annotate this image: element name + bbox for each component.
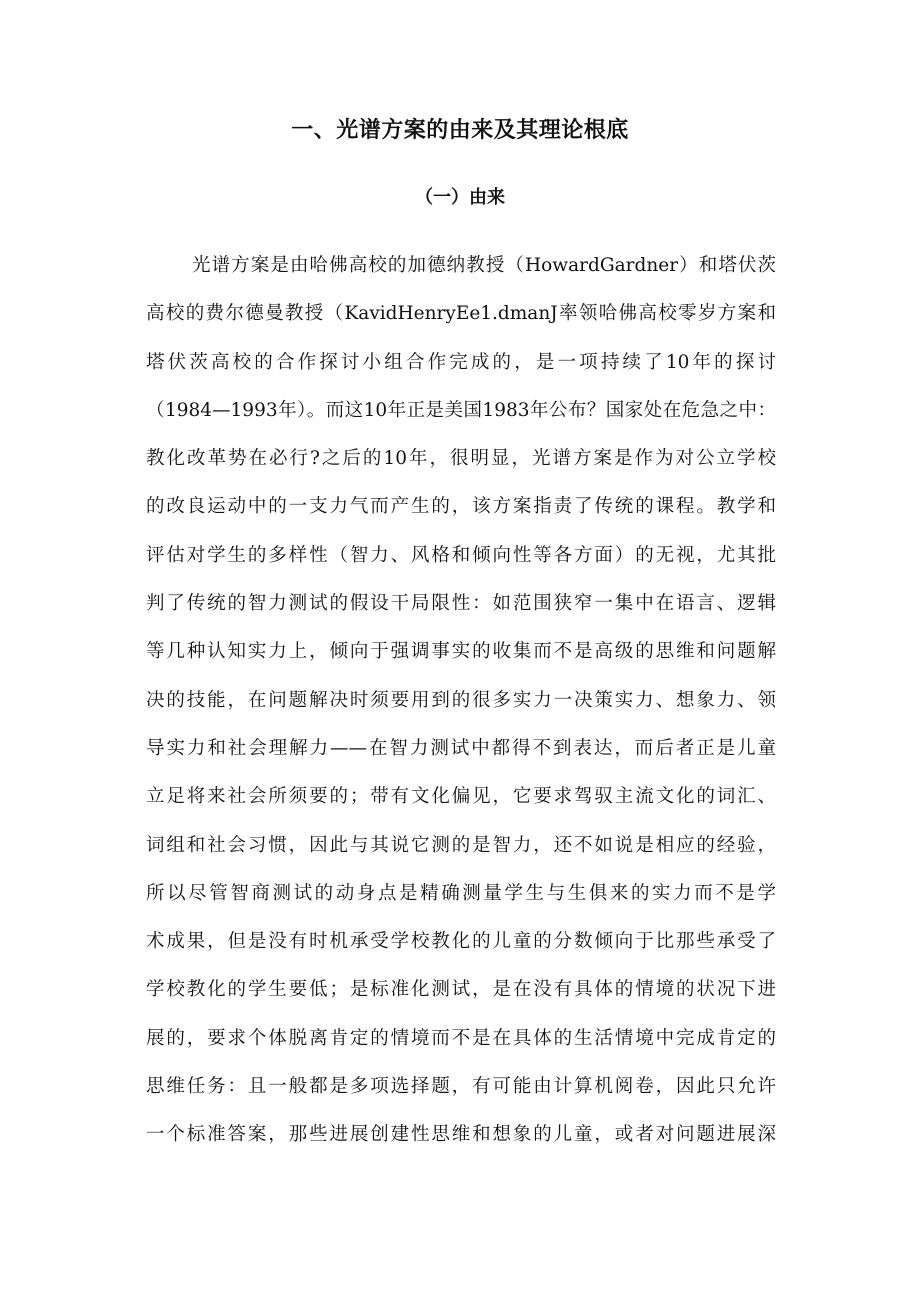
paragraph-line: 所以尽管智商测试的动身点是精确测量学生与生俱来的实力而不是学 — [146, 882, 776, 904]
paragraph-line: 评估对学生的多样性（智力、风格和倾向性等各方面）的无视，尤其批 — [146, 544, 776, 566]
paragraph-line: 决的技能，在问题解决时须要用到的很多实力一决策实力、想象力、领 — [146, 689, 776, 711]
paragraph-line: 塔伏茨高校的合作探讨小组合作完成的，是一项持续了10年的探讨 — [146, 351, 776, 373]
paragraph-line: 教化改革势在必行?之后的10年，很明显，光谱方案是作为对公立学校 — [146, 448, 776, 470]
paragraph-line: 立足将来社会所须要的；带有文化偏见，它要求驾驭主流文化的词汇、 — [146, 786, 776, 808]
paragraph-line: 光谱方案是由哈佛高校的加德纳教授（HowardGardner）和塔伏茨 — [192, 255, 776, 276]
paragraph-line: 学校教化的学生要低；是标准化测试，是在没有具体的情境的状况下进 — [146, 979, 776, 1001]
paragraph-line: 词组和社会习惯，因此与其说它测的是智力，还不如说是相应的经验， — [146, 834, 776, 856]
paragraph-line: 术成果，但是没有时机承受学校教化的儿童的分数倾向于比那些承受了 — [146, 931, 776, 953]
paragraph-line: 导实力和社会理解力——在智力测试中都得不到表达，而后者正是儿童 — [146, 737, 776, 759]
paragraph-line: 思维任务：且一般都是多项选择题，有可能由计算机阅卷，因此只允许 — [146, 1076, 776, 1098]
paragraph-line: 的改良运动中的一支力气而产生的，该方案指责了传统的课程。教学和 — [146, 496, 776, 518]
paragraph-line: 高校的费尔德曼教授（KavidHenryEe1.dmanJ率领哈佛高校零岁方案和 — [146, 303, 776, 325]
paragraph-line: 判了传统的智力测试的假设干局限性：如范围狭窄一集中在语言、逻辑 — [146, 593, 776, 615]
paragraph-line: 一个标准答案，那些进展创建性思维和想象的儿童，或者对问题进展深 — [146, 1124, 776, 1146]
section-heading: 一、光谱方案的由来及其理论根底 — [291, 118, 629, 143]
body-paragraph — [146, 248, 776, 1166]
subsection-heading: （一）由来 — [415, 187, 505, 208]
paragraph-line: 展的，要求个体脱离肯定的情境而不是在具体的生活情境中完成肯定的 — [146, 1027, 776, 1049]
paragraph-line: （1984—1993年）。而这10年正是美国1983年公布？国家处在危急之中： — [146, 399, 776, 421]
paragraph-line: 等几种认知实力上，倾向于强调事实的收集而不是高级的思维和问题解 — [146, 641, 776, 663]
